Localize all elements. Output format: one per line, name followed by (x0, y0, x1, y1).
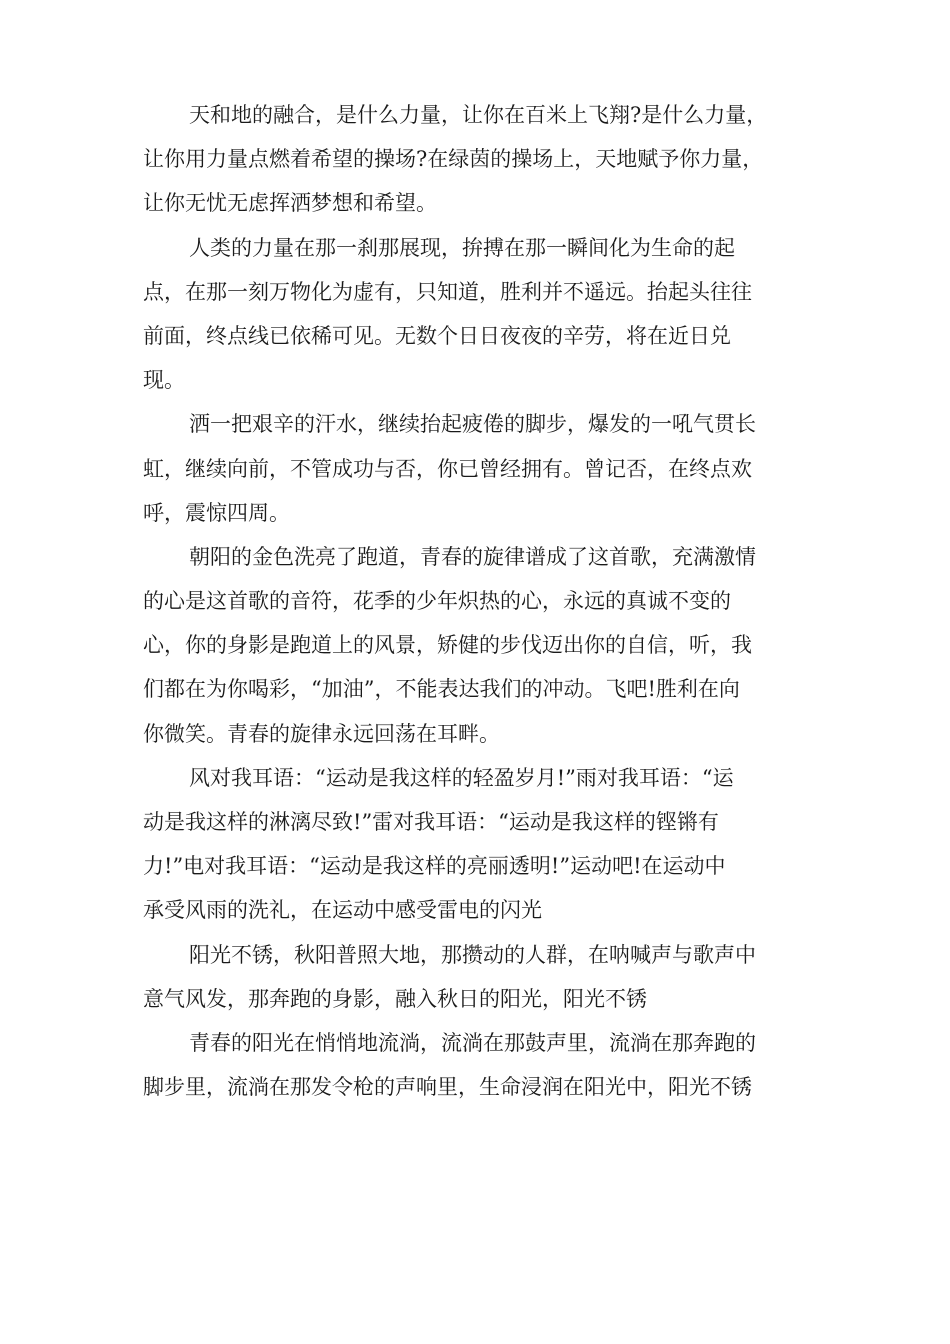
text-line: 让你无忧无虑挥洒梦想和希望。 (143, 191, 437, 216)
text-line: 现。 (143, 368, 185, 393)
paragraph-4 (143, 535, 813, 756)
text-line: 风对我耳语：“运动是我这样的轻盈岁月!”雨对我耳语：“运 (189, 765, 734, 790)
paragraph-5 (143, 756, 813, 933)
paragraph-6 (143, 933, 813, 1021)
paragraph-2 (143, 226, 813, 403)
text-line: 你微笑。青春的旋律永远回荡在耳畔。 (143, 721, 500, 746)
paragraph-1 (143, 93, 813, 226)
text-line: 动是我这样的淋漓尽致!”雷对我耳语：“运动是我这样的铿锵有 (143, 810, 719, 834)
text-line: 们都在为你喝彩，“加油”，不能表达我们的冲动。飞吧!胜利在向 (143, 677, 740, 702)
text-line: 朝阳的金色洗亮了跑道，青春的旋律谱成了这首歌，充满激情 (189, 544, 756, 569)
text-line: 的心是这首歌的音符，花季的少年炽热的心，永远的真诚不变的 (143, 589, 731, 614)
paragraph-3 (143, 402, 813, 535)
text-line: 阳光不锈，秋阳普照大地，那攒动的人群，在呐喊声与歌声中 (189, 942, 756, 967)
text-line: 洒一把艰辛的汗水，继续抬起疲倦的脚步，爆发的一吼气贯长 (189, 412, 756, 437)
text-line: 呼，震惊四周。 (143, 500, 290, 525)
text-line: 虹，继续向前，不管成功与否，你已曾经拥有。曾记否，在终点欢 (143, 456, 752, 481)
text-line: 点，在那一刻万物化为虚有，只知道，胜利并不遥远。抬起头往往 (143, 279, 752, 304)
text-line: 承受风雨的洗礼，在运动中感受雷电的闪光 (143, 898, 542, 923)
text-line: 力!”电对我耳语：“运动是我这样的亮丽透明!”运动吧!在运动中 (143, 854, 726, 879)
text-line: 脚步里，流淌在那发令枪的声响里，生命浸润在阳光中，阳光不锈 (143, 1075, 752, 1100)
text-line: 人类的力量在那一刹那展现，拚搏在那一瞬间化为生命的起 (189, 235, 735, 260)
text-line: 意气风发，那奔跑的身影，融入秋日的阳光，阳光不锈 (143, 986, 647, 1011)
essay-body (143, 93, 813, 1109)
text-line: 天和地的融合，是什么力量，让你在百米上飞翔?是什么力量， (189, 103, 768, 127)
text-line: 心，你的身影是跑道上的风景，矫健的步伐迈出你的自信，听，我 (143, 633, 752, 658)
paragraph-7 (143, 1021, 813, 1109)
text-line: 让你用力量点燃着希望的操场?在绿茵的操场上，天地赋予你力量， (143, 147, 764, 172)
text-line: 前面，终点线已依稀可见。无数个日日夜夜的辛劳，将在近日兑 (143, 323, 731, 348)
text-line: 青春的阳光在悄悄地流淌，流淌在那鼓声里，流淌在那奔跑的 (189, 1030, 756, 1055)
